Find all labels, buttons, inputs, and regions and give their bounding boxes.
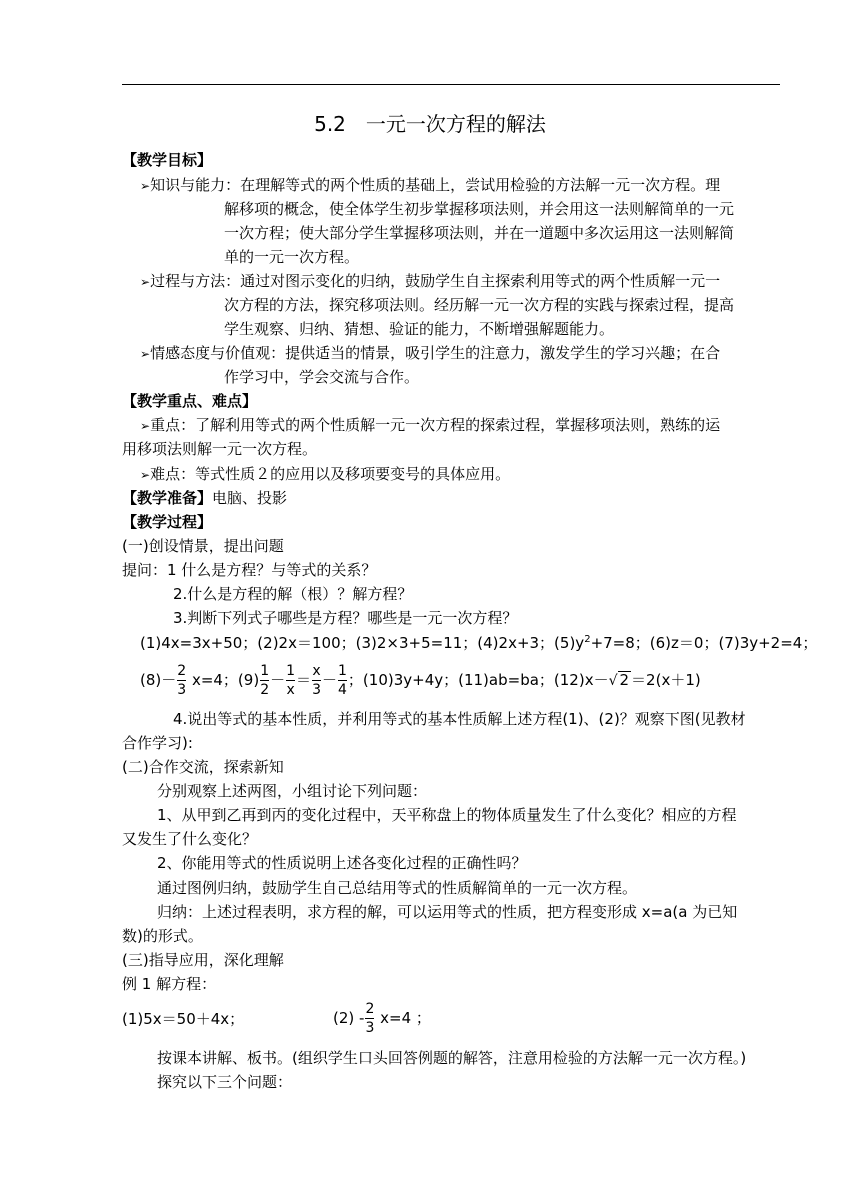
section-heading-process: 【教学过程】 [122,513,213,531]
equation-row-1-part-a: (1)4x=3x+50；(2)2x＝100；(3)2×3+5=11；(4)2x+3；(5)y [140,634,585,652]
part-1-heading: (一)创设情景，提出问题 [122,537,284,555]
objective-knowledge [140,176,720,195]
equation-row-2 [140,662,701,699]
numerator: 2 [365,1001,375,1017]
fraction-bar [312,680,321,681]
objective-process-head: 过程与方法： [150,272,241,290]
fraction-2-3 [177,663,186,698]
equation-row-1-part-b: +7=8；(6)z＝0；(7)3y+2=4； [590,634,818,652]
key-point-1-line1: 重点：了解利用等式的两个性质解一元一次方程的探索过程，掌握移项法则，熟练的运 [150,416,721,434]
minus-sign: － [270,671,286,689]
objective-attitude [140,344,720,363]
bullet-arrow-icon: ➢ [140,347,151,361]
denominator: 4 [338,682,347,698]
bullet-arrow-icon: ➢ [140,179,151,193]
preparation-text: 电脑、投影 [212,489,288,507]
fraction-bar [177,680,186,681]
objective-attitude-line2: 作学习中，学会交流与合作。 [224,368,420,386]
key-point-2-text: 难点：等式性质２的应用以及移项要变号的具体应用。 [150,465,511,483]
eq12-suffix: ＝2(x＋1) [631,671,701,689]
objective-attitude-line1: 提供适当的情景，吸引学生的注意力，激发学生的学习兴趣；在合 [285,344,721,362]
part-3-heading: (三)指导应用，深化理解 [122,951,284,969]
key-point-1 [140,416,720,435]
part-3-line2: 探究以下三个问题： [157,1073,293,1091]
part-2-line3: 又发生了什么变化？ [122,830,258,848]
part-2-line2: 1、从甲到乙再到丙的变化过程中，天平称盘上的物体质量发生了什么变化？相应的方程 [157,806,737,824]
example-1-heading: 例 1 解方程： [122,975,217,993]
objective-knowledge-line3: 一次方程；使大部分学生掌握移项法则，并在一道题中多次运用这一法则解简 [224,224,735,242]
part-2-line5: 通过图例归纳，鼓励学生自己总结用等式的性质解简单的一元一次方程。 [157,879,638,897]
preparation-line [122,489,287,507]
numerator: x [312,663,321,679]
part-3-line1: 按课本讲解、板书。(组织学生口头回答例题的解答，注意用检验的方法解一元一次方程。) [157,1049,747,1067]
part-2-line4: 2、你能用等式的性质说明上述各变化过程的正确性吗？ [157,854,527,872]
denominator: 3 [365,1020,375,1036]
example-1-b-prefix: (2) - [333,1009,365,1027]
fraction-1-2 [260,663,269,698]
sqrt-sign-icon: √ [608,673,618,689]
fraction-1-x [286,663,295,698]
part-2-heading: (二)合作交流，探索新知 [122,758,284,776]
page-title: 5.2 一元一次方程的解法 [314,112,546,136]
objective-knowledge-line2: 解移项的概念，使全体学生初步掌握移项法则，并会用这一法则解简单的一元 [224,200,735,218]
example-1-b [333,1000,431,1036]
example-1-b-suffix: x=4 ； [375,1009,431,1027]
fraction-1-4 [338,663,347,698]
question-4-line1: 4.说出等式的基本性质，并利用等式的基本性质解上述方程(1)、(2)？观察下图(见教材 [173,710,746,728]
fraction-x-3 [312,663,321,698]
header-rule [122,84,780,85]
objective-process-line1: 通过对图示变化的归纳，鼓励学生自主探索利用等式的两个性质解一元一 [240,272,721,290]
objective-attitude-head: 情感态度与价值观： [150,344,286,362]
objective-knowledge-line1: 在理解等式的两个性质的基础上，尝试用检验的方法解一元一次方程。理 [240,176,721,194]
question-3: 3.判断下列式子哪些是方程？哪些是一元一次方程？ [173,609,518,627]
section-heading-key-points: 【教学重点、难点】 [122,392,258,410]
fraction-2-3 [365,1001,374,1036]
part-2-line7: 数)的形式。 [122,927,203,945]
sqrt-radicand: 2 [619,671,630,689]
part-2-line6: 归纳：上述过程表明，求方程的解，可以运用等式的性质，把方程变形成 x=a(a 为已知 [157,903,738,921]
objective-knowledge-head: 知识与能力： [150,176,241,194]
section-heading-preparation: 【教学准备】 [122,489,213,507]
numerator: 2 [177,663,187,679]
eq10-text: ；(10)3y+4y；(11)ab=ba；(12)x－ [347,671,609,689]
key-point-1-line2: 用移项法则解一元一次方程。 [122,440,318,458]
fraction-bar [260,680,269,681]
equation-row-1 [140,634,817,652]
section-heading-objectives: 【教学目标】 [122,151,213,169]
denominator: 2 [260,682,270,698]
denominator: 3 [177,682,187,698]
objective-process-line2: 次方程的方法，探究移项法则。经历解一元一次方程的实践与探索过程，提高 [224,296,735,314]
minus-sign: － [321,671,337,689]
denominator: 3 [312,682,321,698]
example-1-a: (1)5x＝50＋4x； [122,1010,245,1028]
fraction-bar [365,1018,374,1019]
objective-process-line3: 学生观察、归纳、猜想、验证的能力，不断增强解题能力。 [224,320,615,338]
question-2: 2.什么是方程的解（根）？解方程？ [173,585,413,603]
part-2-line1: 分别观察上述两图，小组讨论下列问题： [157,782,428,800]
objective-knowledge-line4: 单的一元一次方程。 [224,248,360,266]
bullet-arrow-icon: ➢ [140,275,151,289]
bullet-arrow-icon: ➢ [140,468,151,482]
question-1: 提问：1 什么是方程？与等式的关系？ [122,561,377,579]
eq8-prefix: (8)－ [140,671,177,689]
fraction-bar [338,680,347,681]
numerator: 1 [338,663,347,679]
fraction-bar [286,680,295,681]
denominator: x [286,682,295,698]
equals-sign: ＝ [296,671,312,689]
bullet-arrow-icon: ➢ [140,419,151,433]
objective-process [140,272,720,291]
numerator: 1 [286,663,296,679]
superscript: 2 [584,634,591,645]
key-point-2 [140,465,510,484]
question-4-line2: 合作学习): [122,734,193,752]
numerator: 1 [260,663,270,679]
eq8-suffix: x=4；(9) [187,671,260,689]
